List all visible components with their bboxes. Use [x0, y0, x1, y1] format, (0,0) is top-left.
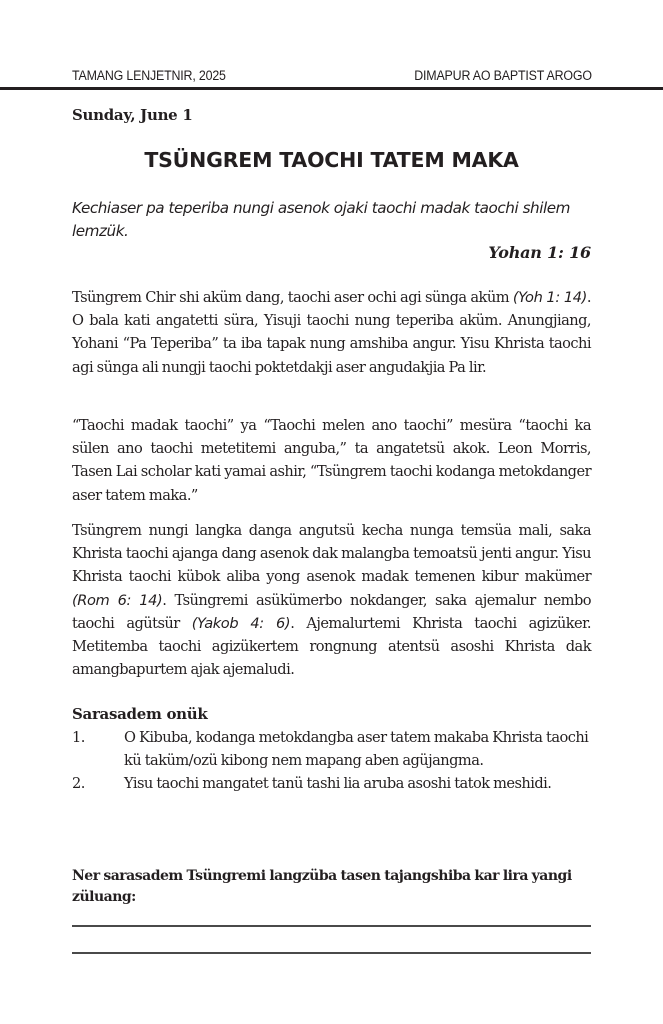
devotion-date: Sunday, June 1 [72, 106, 193, 124]
prayer-heading: Sarasadem onük [72, 705, 208, 723]
running-header [72, 68, 592, 86]
prayer-item [72, 772, 591, 795]
scripture-reference: (Yoh 1: 14) [512, 289, 587, 306]
key-verse-reference: Yohan 1: 16 [488, 243, 591, 262]
prayer-item [72, 726, 591, 772]
body-paragraph-2: “Taochi madak taochi” ya “Taochi melen ano taochi” mesüra “taochi ka sülen ano taochi metetitemi anguba,” ta angatetsü akok. Leon Morris, Tasen Lai scholar kati yamai ashir, “Tsüngrem taochi kodanga metokdanger aser tatem maka.” [72, 417, 591, 504]
header-rule [0, 87, 663, 90]
prayer-item-number: 1. [72, 729, 85, 746]
prayer-item-text: O Kibuba, kodanga metokdangba aser tatem makaba Khrista taochi kü taküm/ozü kibong nem mapang aben agüjangma. [124, 729, 589, 769]
devotion-title: TSÜNGREM TAOCHI TATEM MAKA [144, 148, 519, 172]
scripture-reference: (Yakob 4: 6) [191, 614, 291, 632]
paragraph-text: Tsüngrem nungi langka danga angutsü kecha nunga temsüa mali, saka Khrista taochi ajanga dang asenok dak malangba temoatsü jenti angur. Yisu Khrista taochi kübok aliba yong asenok madak temenen kibur makümer [72, 522, 591, 586]
paragraph-text: . Ajemalurtemi Khrista taochi agizüker. Metitemba taochi agizükertem rongnung atentsü asoshi Khrista dak amangbapurtem ajak ajemaludi. [72, 614, 592, 679]
header-organization: DIMAPUR AO BAPTIST AROGO [414, 68, 592, 83]
prayer-list [72, 726, 591, 795]
paragraph-text: . O bala kati angatetti süra, Yisuji taochi nung teperiba aküm. Anungjiang, Yohani “Pa Teperiba” ta iba tapak nung amshiba angur. Yisu Khrista taochi agi sünga ali nungji taochi poktetdakji aser angudakjia Pa lir. [72, 289, 591, 376]
writing-line [72, 952, 591, 954]
scripture-reference: (Rom 6: 14) [72, 591, 163, 609]
body-paragraph-3 [72, 519, 591, 681]
prayer-item-number: 2. [72, 775, 85, 792]
key-verse-text: Kechiaser pa teperiba nungi asenok ojaki taochi madak taochi shilem lemzük. [72, 199, 571, 240]
body-paragraph-1 [72, 286, 591, 379]
paragraph-text: . Tsüngremi asükümerbo nokdanger, saka ajemalur nembo taochi agütsür [72, 591, 591, 632]
prayer-item-text: Yisu taochi mangatet tanü tashi lia aruba asoshi tatok meshidi. [124, 775, 552, 792]
writing-line [72, 925, 591, 927]
paragraph-text: Tsüngrem Chir shi aküm dang, taochi aser ochi agi sünga aküm [72, 289, 513, 306]
reflection-prompt: Ner sarasadem Tsüngremi langzüba tasen tajangshiba kar lira yangi züluang: [72, 868, 572, 905]
header-publication-title: TAMANG LENJETNIR, 2025 [72, 68, 226, 83]
